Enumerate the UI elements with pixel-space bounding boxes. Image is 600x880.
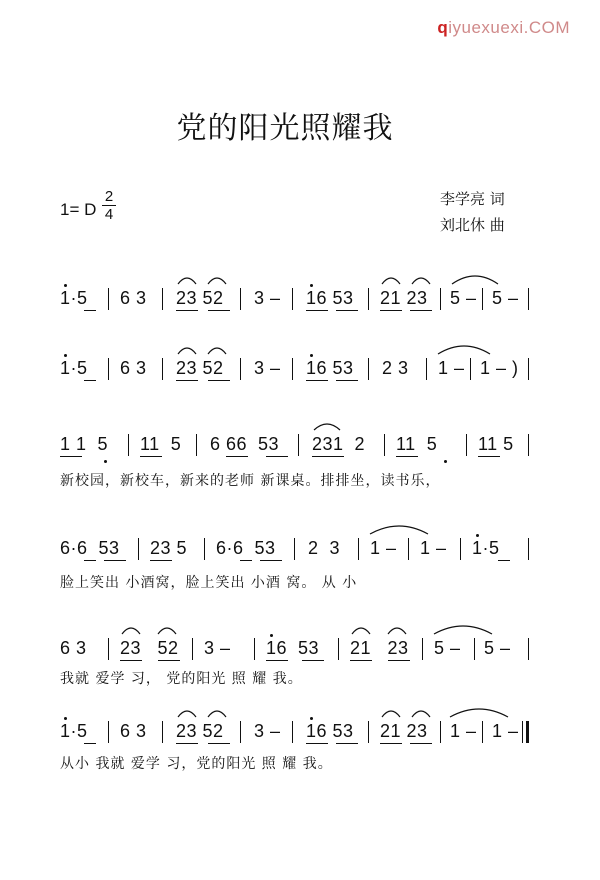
measure: 1·5 — [472, 538, 500, 558]
barline — [108, 638, 109, 660]
high-dot — [64, 354, 67, 357]
measure: 6 66 53 — [210, 434, 280, 454]
barline — [482, 288, 483, 310]
measure: 3 – — [204, 638, 231, 658]
underline — [336, 310, 358, 311]
barline — [338, 638, 339, 660]
slur-arc — [176, 707, 198, 719]
measure: 1 – — [492, 721, 519, 741]
barline — [254, 638, 255, 660]
measure: 3 – — [254, 358, 281, 378]
barline — [474, 638, 475, 660]
tie-arc — [432, 622, 494, 636]
measure: 3 – — [254, 721, 281, 741]
barline — [108, 358, 109, 380]
system-1-render — [0, 270, 600, 320]
measure: 16 53 — [306, 288, 354, 308]
measure: 1 – — [370, 538, 397, 558]
measure: 23 52 — [176, 288, 224, 308]
watermark-text: iyuexuexi.COM — [448, 18, 570, 37]
measure: 6·6 53 — [216, 538, 276, 558]
time-signature-bottom: 4 — [104, 206, 114, 223]
underline — [388, 660, 410, 661]
measure: 21 23 — [380, 288, 428, 308]
measure: 16 53 — [306, 358, 354, 378]
barline — [240, 721, 241, 743]
underline — [208, 310, 230, 311]
measure: 6 3 — [120, 358, 147, 378]
composer: 刘北休 曲 — [440, 216, 505, 234]
barline — [196, 434, 197, 456]
measure: 16 53 — [266, 638, 320, 658]
measure: 1·5 — [60, 358, 88, 378]
slur-arc — [206, 707, 228, 719]
final-barline-thin — [522, 721, 523, 743]
measure: 23 52 — [176, 358, 224, 378]
barline — [460, 538, 461, 560]
tie-arc — [448, 705, 510, 719]
underline — [176, 380, 198, 381]
barline — [108, 288, 109, 310]
measure: 21 23 — [350, 638, 409, 658]
slur-arc — [312, 420, 342, 432]
underline — [410, 310, 432, 311]
measure: 23 52 — [120, 638, 179, 658]
underline — [380, 743, 402, 744]
underline — [478, 456, 500, 457]
high-dot — [64, 717, 67, 720]
underline — [120, 660, 142, 661]
barline — [422, 638, 423, 660]
measure: 6 3 — [60, 638, 87, 658]
measure: 6·6 53 — [60, 538, 120, 558]
measure: 2 3 — [308, 538, 341, 558]
slur-arc — [156, 624, 178, 636]
barline — [466, 434, 467, 456]
underline — [336, 380, 358, 381]
underline — [176, 310, 198, 311]
measure: 1 – — [438, 358, 465, 378]
slur-arc — [410, 274, 432, 286]
final-barline-thick — [526, 721, 529, 743]
underline — [266, 660, 288, 661]
slur-arc — [176, 344, 198, 356]
song-title: 党的阳光照耀我 — [176, 111, 394, 146]
measure: 5 – — [492, 288, 519, 308]
tie-arc — [436, 342, 492, 356]
slur-arc — [380, 274, 402, 286]
barline — [162, 358, 163, 380]
lyrics-line: 我就 爱学 习， 党的阳光 照 耀 我。 — [60, 671, 303, 687]
underline — [140, 456, 162, 457]
measure: 11 5 — [140, 434, 182, 454]
underline — [158, 660, 180, 661]
slur-arc — [206, 274, 228, 286]
system-6-render — [0, 705, 600, 755]
system-3-render — [0, 420, 600, 470]
measure: 21 23 — [380, 721, 428, 741]
underline — [312, 456, 344, 457]
underline — [306, 310, 328, 311]
low-dot — [444, 460, 447, 463]
barline — [440, 721, 441, 743]
measure: 1 – ) — [480, 358, 519, 378]
barline — [108, 721, 109, 743]
barline — [368, 358, 369, 380]
high-dot — [64, 284, 67, 287]
barline — [482, 721, 483, 743]
high-dot — [310, 717, 313, 720]
underline — [240, 560, 252, 561]
underline — [350, 660, 372, 661]
underline — [306, 743, 328, 744]
watermark — [437, 18, 570, 38]
barline — [358, 538, 359, 560]
underline — [208, 380, 230, 381]
measure: 231 2 — [312, 434, 366, 454]
lyrics-line: 从小 我就 爱学 习，党的阳光 照 耀 我。 — [60, 756, 333, 772]
barline — [528, 538, 529, 560]
slur-arc — [380, 707, 402, 719]
underline — [60, 456, 82, 457]
underline — [84, 743, 96, 744]
low-dot — [104, 460, 107, 463]
barline — [528, 288, 529, 310]
barline — [528, 358, 529, 380]
underline — [336, 743, 358, 744]
underline — [498, 560, 510, 561]
tie-arc — [450, 272, 500, 286]
barline — [240, 358, 241, 380]
underline — [84, 560, 96, 561]
barline — [470, 358, 471, 380]
high-dot — [270, 634, 273, 637]
measure: 5 – — [484, 638, 511, 658]
barline — [162, 288, 163, 310]
barline — [192, 638, 193, 660]
measure: 5 – — [434, 638, 461, 658]
high-dot — [310, 284, 313, 287]
underline — [150, 560, 172, 561]
measure: 6 3 — [120, 721, 147, 741]
system-4-render — [0, 520, 600, 570]
barline — [204, 538, 205, 560]
measure: 11 5 — [396, 434, 438, 454]
underline — [104, 560, 126, 561]
barline — [162, 721, 163, 743]
underline — [176, 743, 198, 744]
key-signature: 1= D — [60, 200, 97, 219]
barline — [426, 358, 427, 380]
measure: 16 53 — [306, 721, 354, 741]
measure: 1 – — [420, 538, 447, 558]
underline — [410, 743, 432, 744]
measure: 5 – — [450, 288, 477, 308]
measure: 2 3 — [382, 358, 409, 378]
measure: 11 5 — [478, 434, 514, 454]
lyrics-line: 新校园，新校车，新来的老师 新课桌。排排坐，读书乐， — [60, 473, 441, 489]
barline — [292, 288, 293, 310]
barline — [138, 538, 139, 560]
underline — [396, 456, 418, 457]
measure: 23 5 — [150, 538, 188, 558]
barline — [128, 434, 129, 456]
underline — [302, 660, 324, 661]
underline — [226, 456, 248, 457]
underline — [84, 310, 96, 311]
barline — [368, 288, 369, 310]
measure: 1 – — [450, 721, 477, 741]
underline — [380, 310, 402, 311]
time-signature-top: 2 — [104, 188, 114, 205]
barline — [408, 538, 409, 560]
barline — [292, 358, 293, 380]
high-dot — [476, 534, 479, 537]
tie-arc — [368, 522, 430, 536]
time-signature — [102, 189, 116, 222]
system-5-render — [0, 620, 600, 670]
underline — [306, 380, 328, 381]
slur-arc — [410, 707, 432, 719]
watermark-q: q — [437, 18, 449, 37]
high-dot — [310, 354, 313, 357]
underline — [208, 743, 230, 744]
barline — [528, 434, 529, 456]
underline — [260, 560, 282, 561]
barline — [528, 638, 529, 660]
measure: 1·5 — [60, 288, 88, 308]
barline — [298, 434, 299, 456]
slur-arc — [350, 624, 372, 636]
measure: 1·5 — [60, 721, 88, 741]
credits — [440, 186, 505, 238]
barline — [294, 538, 295, 560]
lyrics-line: 脸上笑出 小酒窝，脸上笑出 小酒 窝。 从 小 — [60, 575, 358, 591]
barline — [440, 288, 441, 310]
measure: 1 1 5 — [60, 434, 109, 454]
lyricist: 李学亮 词 — [440, 190, 505, 208]
slur-arc — [120, 624, 142, 636]
barline — [292, 721, 293, 743]
slur-arc — [206, 344, 228, 356]
barline — [240, 288, 241, 310]
system-2-render — [0, 340, 600, 390]
barline — [368, 721, 369, 743]
slur-arc — [386, 624, 408, 636]
underline — [84, 380, 96, 381]
measure: 6 3 — [120, 288, 147, 308]
measure: 23 52 — [176, 721, 224, 741]
measure: 3 – — [254, 288, 281, 308]
barline — [384, 434, 385, 456]
slur-arc — [176, 274, 198, 286]
underline — [266, 456, 288, 457]
